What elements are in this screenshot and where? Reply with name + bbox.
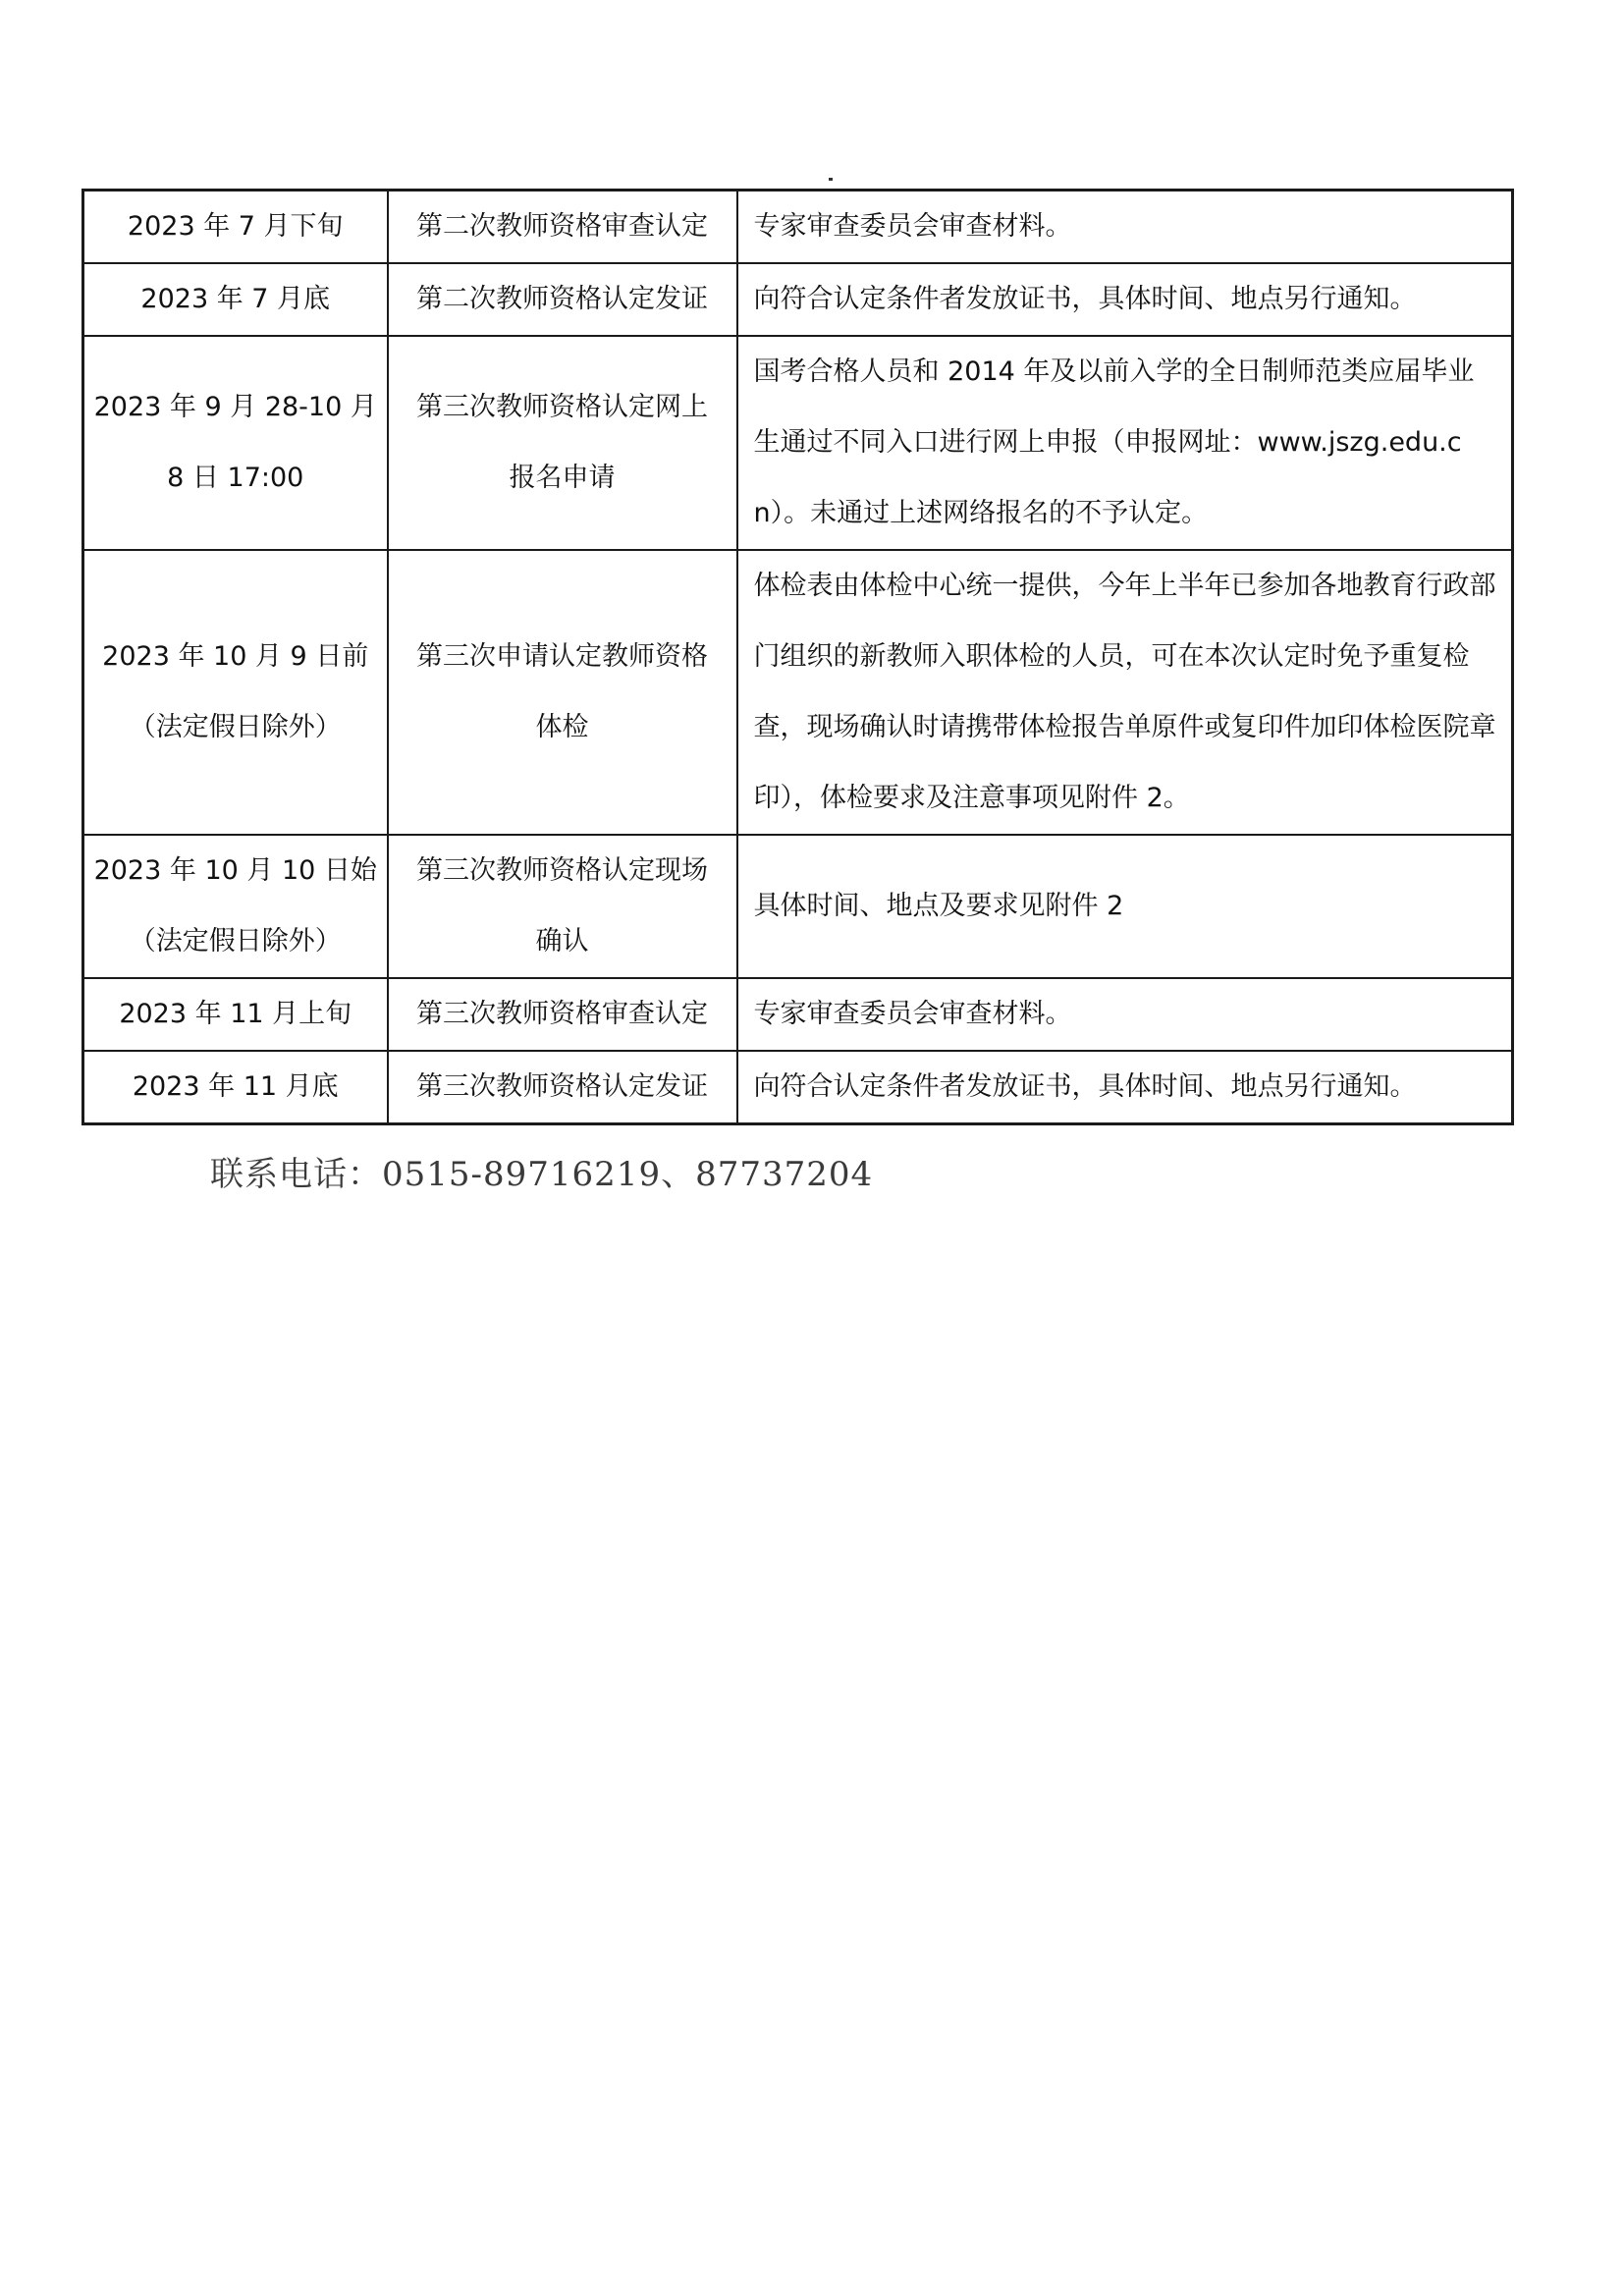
- desc-cell: [737, 336, 1513, 550]
- desc-text: 向符合认定条件者发放证书，具体时间、地点另行通知。: [753, 1071, 1417, 1102]
- table-row: [83, 336, 1513, 550]
- item-text: 第三次申请认定教师资格 体检: [416, 641, 708, 742]
- desc-cell: [737, 978, 1513, 1051]
- time-text: 2023 年 10 月 10 日始 （法定假日除外）: [93, 855, 377, 957]
- schedule-table: [81, 189, 1514, 1125]
- time-text: 2023 年 7 月底: [140, 284, 331, 314]
- item-cell: [388, 336, 737, 550]
- item-cell: [388, 978, 737, 1051]
- item-cell: [388, 191, 737, 264]
- time-cell: [83, 263, 388, 336]
- desc-cell: [737, 550, 1513, 835]
- scan-dot: [829, 178, 833, 181]
- desc-text: 专家审查委员会审查材料。: [753, 211, 1072, 242]
- table-row: [83, 550, 1513, 835]
- item-text: 第三次教师资格认定发证: [416, 1071, 708, 1102]
- table-row: [83, 978, 1513, 1051]
- item-cell: [388, 1051, 737, 1124]
- desc-cell: [737, 191, 1513, 264]
- table-row: [83, 191, 1513, 264]
- item-text: 第二次教师资格认定发证: [416, 284, 708, 314]
- time-cell: [83, 978, 388, 1051]
- time-cell: [83, 336, 388, 550]
- desc-text: 国考合格人员和 2014 年及以前入学的全日制师范类应届毕业生通过不同入口进行网上申报（申报网址：www.jszg.edu.cn）。未通过上述网络报名的不予认定。: [753, 356, 1475, 528]
- time-cell: [83, 550, 388, 835]
- time-cell: [83, 835, 388, 978]
- table-row: [83, 263, 1513, 336]
- time-text: 2023 年 11 月底: [132, 1071, 339, 1102]
- time-text: 2023 年 9 月 28-10 月 8 日 17:00: [93, 392, 377, 493]
- desc-text: 专家审查委员会审查材料。: [753, 999, 1072, 1029]
- desc-text: 具体时间、地点及要求见附件 2: [753, 891, 1124, 921]
- item-text: 第二次教师资格审查认定: [416, 211, 708, 242]
- desc-cell: [737, 1051, 1513, 1124]
- contact-phone: 联系电话：0515-89716219、87737204: [210, 1155, 874, 1194]
- time-cell: [83, 1051, 388, 1124]
- item-text: 第三次教师资格认定现场 确认: [416, 855, 708, 957]
- table-row: [83, 1051, 1513, 1124]
- item-cell: [388, 263, 737, 336]
- item-cell: [388, 550, 737, 835]
- desc-cell: [737, 835, 1513, 978]
- time-text: 2023 年 10 月 9 日前 （法定假日除外）: [102, 641, 369, 742]
- item-text: 第三次教师资格审查认定: [416, 999, 708, 1029]
- desc-text: 向符合认定条件者发放证书，具体时间、地点另行通知。: [753, 284, 1417, 314]
- time-text: 2023 年 7 月下旬: [127, 211, 344, 242]
- time-cell: [83, 191, 388, 264]
- table-row: [83, 835, 1513, 978]
- time-text: 2023 年 11 月上旬: [119, 999, 352, 1029]
- item-text: 第三次教师资格认定网上 报名申请: [416, 392, 708, 493]
- item-cell: [388, 835, 737, 978]
- desc-text: 体检表由体检中心统一提供，今年上半年已参加各地教育行政部门组织的新教师入职体检的人员，可在本次认定时免予重复检查，现场确认时请携带体检报告单原件或复印件加印体检医院章印），体检要求及注意事项见附件 2。: [753, 571, 1496, 813]
- desc-cell: [737, 263, 1513, 336]
